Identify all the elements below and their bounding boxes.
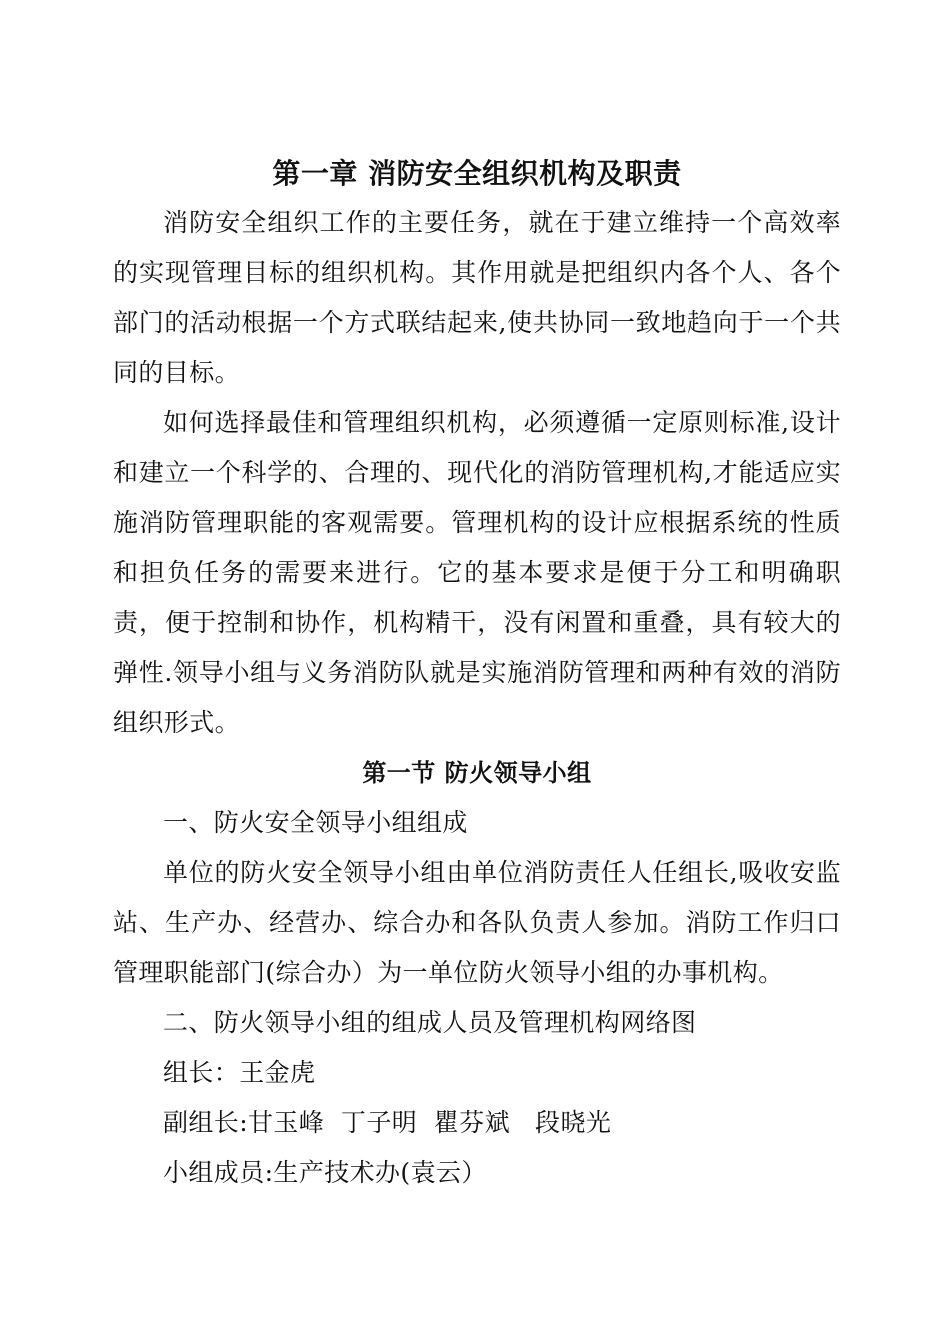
item2-heading: 二、防火领导小组的组成人员及管理机构网络图 — [163, 1008, 697, 1037]
intro-paragraph-2: 如何选择最佳和管理组织机构，必须遵循一定原则标准,设计和建立一个科学的、合理的、现代化的消防管理机构,才能适应实施消防管理职能的客观需要。管理机构的设计应根据系统的性质和担负任务的需要来进行。它的基本要求是便于分工和明确职责，便于控制和协作，机构精干，没有闲置和重叠，具有较大的弹性.领导小组与义务消防队就是实施消防管理和两种有效的消防组织形式。 — [113, 408, 841, 737]
members-line: 小组成员:生产技术办(袁云） — [163, 1158, 487, 1187]
document-body — [113, 150, 841, 1198]
leader-line: 组长：王金虎 — [163, 1058, 316, 1087]
intro-paragraph-1: 消防安全组织工作的主要任务，就在于建立维持一个高效率的实现管理目标的组织机构。其作用就是把组织内各个人、各个部门的活动根据一个方式联结起来,使共协同一致地趋向于一个共同的目标。 — [113, 208, 841, 387]
deputy-line: 副组长:甘玉峰 丁子明 瞿芬斌 段晓光 — [163, 1108, 612, 1137]
item1-body: 单位的防火安全领导小组由单位消防责任人任组长,吸收安监站、生产办、经营办、综合办和各队负责人参加。消防工作归口管理职能部门(综合办）为一单位防火领导小组的办事机构。 — [113, 858, 841, 987]
section-title: 第一节 防火领导小组 — [362, 759, 592, 787]
chapter-title: 第一章 消防安全组织机构及职责 — [272, 157, 682, 190]
item1-heading: 一、防火安全领导小组组成 — [163, 808, 468, 837]
